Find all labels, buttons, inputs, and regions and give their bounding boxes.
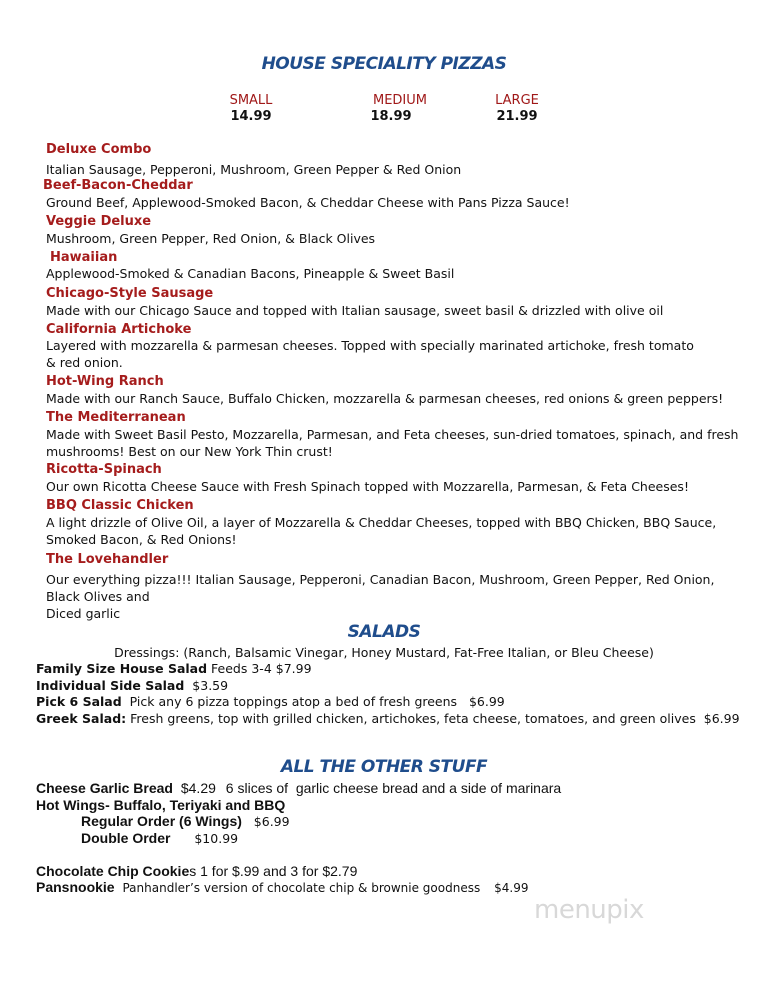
size-small-price: 14.99 bbox=[230, 109, 272, 124]
wings-regular-price: $6.99 bbox=[253, 814, 290, 829]
pansnookie-price: $4.99 bbox=[494, 881, 529, 895]
pizza-desc: Our own Ricotta Cheese Sauce with Fresh Spinach topped with Mozzarella, Parmesan, & Feta Cheeses! bbox=[46, 479, 689, 494]
wings-double-label: Double Order bbox=[81, 830, 171, 846]
pizza-desc: Ground Beef, Applewood-Smoked Bacon, & Cheddar Cheese with Pans Pizza Sauce! bbox=[46, 195, 570, 210]
salad-item-name: Greek Salad: bbox=[36, 711, 127, 726]
salad-item-name: Family Size House Salad bbox=[36, 661, 208, 676]
pansnookie-name: Pansnookie bbox=[36, 879, 115, 895]
garlic-bread-desc: 6 slices of garlic cheese bread and a side of marinara bbox=[225, 780, 562, 796]
pizza-name: Deluxe Combo bbox=[46, 142, 152, 157]
pizza-desc: Italian Sausage, Pepperoni, Mushroom, Green Pepper & Red Onion bbox=[46, 162, 462, 177]
pizza-desc: Layered with mozzarella & parmesan cheeses. Topped with specially marinated artichoke, fresh tomato & red onion. bbox=[46, 338, 694, 370]
salad-item bbox=[36, 661, 312, 676]
salad-item bbox=[36, 694, 505, 709]
size-medium-price: 18.99 bbox=[370, 109, 412, 124]
pizza-name: Hawaiian bbox=[50, 250, 118, 265]
garlic-bread-name: Cheese Garlic Bread bbox=[36, 780, 173, 796]
pizza-desc: Made with our Ranch Sauce, Buffalo Chicken, mozzarella & parmesan cheeses, red onions & green peppers! bbox=[46, 391, 724, 406]
pizza-name: Veggie Deluxe bbox=[46, 214, 152, 229]
garlic-bread-price: $4.29 bbox=[180, 780, 216, 796]
salad-item-name: Pick 6 Salad bbox=[36, 694, 122, 709]
salad-item-detail: $3.59 bbox=[192, 678, 229, 693]
wings-regular-label: Regular Order (6 Wings) bbox=[81, 813, 242, 829]
salads-heading: SALADS bbox=[347, 622, 421, 642]
pizza-name: Ricotta-Spinach bbox=[46, 462, 162, 477]
wings-title: Hot Wings- Buffalo, Teriyaki and BBQ bbox=[36, 797, 286, 813]
salad-item-name: Individual Side Salad bbox=[36, 678, 185, 693]
salad-item bbox=[36, 711, 740, 726]
size-large-label: LARGE bbox=[495, 93, 539, 108]
salad-item bbox=[36, 678, 228, 693]
wings-double bbox=[81, 830, 238, 846]
wings-double-price: $10.99 bbox=[194, 831, 239, 846]
other-heading: ALL THE OTHER STUFF bbox=[280, 757, 488, 777]
pizza-name: The Mediterranean bbox=[46, 410, 186, 425]
size-small-label: SMALL bbox=[229, 93, 273, 108]
salad-dressings: Dressings: (Ranch, Balsamic Vinegar, Honey Mustard, Fat-Free Italian, or Bleu Cheese) bbox=[114, 645, 654, 660]
pizza-name: Hot-Wing Ranch bbox=[46, 374, 164, 389]
pizza-name: Beef-Bacon-Cheddar bbox=[43, 178, 193, 193]
size-medium-label: MEDIUM bbox=[372, 93, 427, 108]
pizza-desc: A light drizzle of Olive Oil, a layer of Mozzarella & Cheddar Cheeses, topped with BBQ Chicken, BBQ Sauce, Smoked Bacon, & Red Onions! bbox=[46, 515, 717, 547]
wings-regular bbox=[81, 813, 290, 829]
pizza-desc: Applewood-Smoked & Canadian Bacons, Pineapple & Sweet Basil bbox=[46, 266, 455, 281]
salad-item-detail: Fresh greens, top with grilled chicken, artichokes, feta cheese, tomatoes, and green olives $6.99 bbox=[130, 711, 740, 726]
cookies-desc: s 1 for $.99 and 3 for $2.79 bbox=[189, 863, 358, 879]
salad-item-detail: Pick any 6 pizza toppings atop a bed of fresh greens $6.99 bbox=[129, 694, 505, 709]
pansnookie-desc: Panhandler’s version of chocolate chip & brownie goodness bbox=[122, 881, 481, 895]
pansnookie-item bbox=[36, 879, 528, 895]
pizza-desc: Mushroom, Green Pepper, Red Onion, & Black Olives bbox=[46, 231, 376, 246]
watermark-logo: menupix bbox=[534, 895, 644, 925]
pizzas-heading: HOUSE SPECIALITY PIZZAS bbox=[261, 54, 507, 74]
pizza-desc: Made with Sweet Basil Pesto, Mozzarella, Parmesan, and Feta cheeses, sun-dried tomatoes, spinach, and fresh mushrooms! Best on our New York Thin crust! bbox=[46, 427, 739, 459]
pizza-name: BBQ Classic Chicken bbox=[46, 498, 194, 513]
pizza-name: California Artichoke bbox=[46, 322, 192, 337]
cookies-item bbox=[36, 863, 357, 879]
pizza-desc: Made with our Chicago Sauce and topped with Italian sausage, sweet basil & drizzled with olive oil bbox=[46, 303, 664, 318]
salad-item-detail: Feeds 3-4 $7.99 bbox=[211, 661, 312, 676]
garlic-bread-item bbox=[36, 780, 561, 796]
pizza-name: Chicago-Style Sausage bbox=[46, 286, 214, 301]
cookies-name: Chocolate Chip Cookie bbox=[36, 863, 190, 879]
size-large-price: 21.99 bbox=[496, 109, 538, 124]
pizza-desc: Our everything pizza!!! Italian Sausage, Pepperoni, Canadian Bacon, Mushroom, Green Pepper, Red Onion, Black Olives and Diced garlic bbox=[46, 572, 715, 621]
pizza-name: The Lovehandler bbox=[46, 552, 169, 567]
